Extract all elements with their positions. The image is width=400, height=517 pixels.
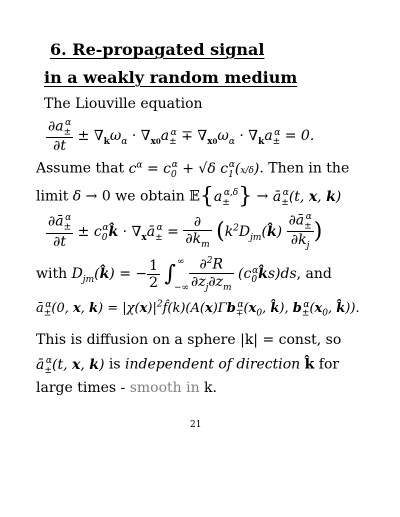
limit-line: limit δ → 0 we obtain $𝔼\{a_\pm^{\alpha,\delta}\}$ → $ā_\pm^\alpha(t$, x, k) [36, 184, 342, 209]
section-title-line1: 6. Re-propagated signal [50, 40, 265, 59]
liouville-heading: The Liouville equation [44, 96, 203, 112]
smooth-in-text: smooth in [129, 380, 200, 396]
smooth-k-text: k. [199, 380, 217, 396]
diffusion-sentence-line2: $ā_\pm^\alpha(t$, x, k) is independent of direction k̂ for [36, 356, 340, 376]
section-title-line2: in a weakly random medium [44, 68, 298, 87]
large-times-line [36, 380, 217, 396]
initial-condition-line: $ā_\pm^\alpha(0$, x, $k) = |\chi(x)|^2f̂(k)(A(x)\Gamma b_\mp^\alpha(x_0$, k̂), $b_\pm^\alpha(x_0$, k̂)). [36, 300, 360, 319]
independent-emphasis: independent of direction [124, 356, 301, 373]
time-derivative-fraction: $\frac{\partial a_\pm^\alpha}{\partial t}$ [48, 118, 72, 155]
page-number: 21 [190, 420, 202, 430]
large-times-text: large times - [36, 380, 130, 396]
diffusion-equation: $\frac{\partial ā_\pm^\alpha}{\partial t}$ ± $c_0^\alpha k̂$ · $\nabla_xā_\pm^\alpha$ = $\frac{\partial}{\partial k_m}$ ($k^2D_{jm}(k̂)$ $\frac{\partial ā_\pm^\alpha}{\partial k_j}$ ) [48, 212, 323, 252]
diffusion-coefficient-line: with $D_{jm}(k̂)$ = − $\frac{1}{2}$ $\int_{-\infty}^\infty$ $\frac{\partial^2R}{\partial z_j\partial z_m}$ $(c_0^\alpha k̂s)ds$, and [36, 256, 332, 294]
diffusion-sentence-line1: This is diffusion on a sphere |k| = const, so [36, 332, 342, 348]
liouville-equation: $\frac{\partial a_\pm^\alpha}{\partial t}$ ± $\nabla_k\omega_\alpha \cdot \nabla_{x0}a_\pm^\alpha \mp \nabla_{x0}\omega_\alpha \cdot \nabla_ka_\pm^\alpha = 0$. [48, 118, 315, 155]
assume-line: Assume that $c^\alpha = c_0^\alpha + √\delta$ $c_1^\alpha(x/\delta)$. Then in the [36, 160, 350, 180]
